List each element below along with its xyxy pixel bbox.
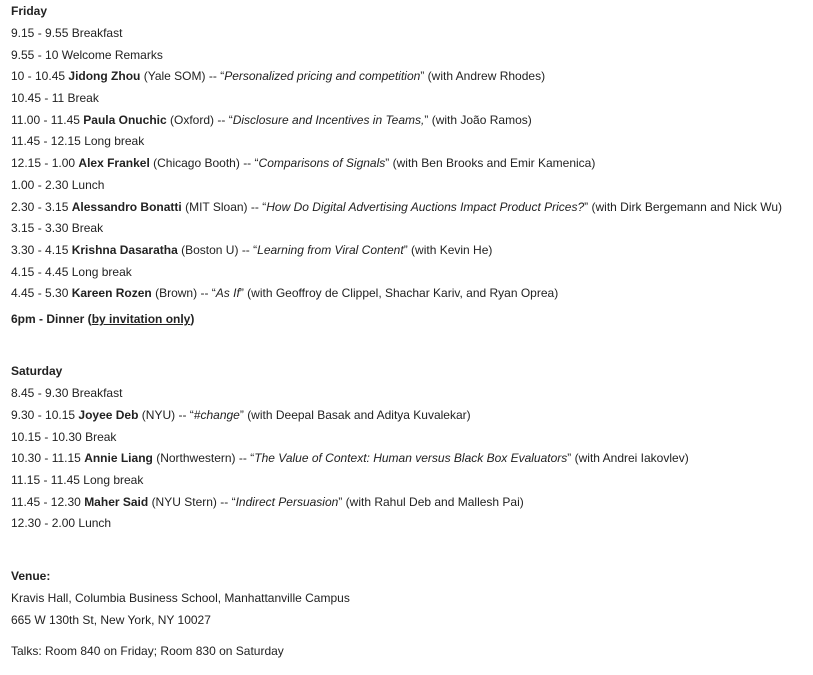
paper-title: As If (215, 286, 240, 301)
schedule-row: 10.45 - 11 Break (11, 91, 99, 106)
paper-title: Personalized pricing and competition (224, 69, 421, 84)
speaker-name: Maher Said (84, 494, 149, 509)
speaker-name: Jidong Zhou (68, 69, 141, 84)
paper-title: The Value of Context: Human versus Black Box Evaluators (254, 451, 568, 466)
schedule-row: 10.15 - 10.30 Break (11, 429, 117, 444)
paper-title: How Do Digital Advertising Auctions Impact Product Prices? (266, 199, 585, 214)
paper-title: Disclosure and Incentives in Teams, (232, 112, 425, 127)
talk-rooms-note: Talks: Room 840 on Friday; Room 830 on Saturday (11, 644, 284, 659)
talk-row: 2.30 - 3.15 Alessandro Bonatti (MIT Sloan) -- “How Do Digital Advertising Auctions Impact Product Prices?” (with Dirk Bergemann and Nick Wu) (11, 199, 782, 214)
schedule-row: 11.15 - 11.45 Long break (11, 473, 144, 487)
venue-heading: Venue: (11, 569, 51, 584)
talk-row: 10 - 10.45 Jidong Zhou (Yale SOM) -- “Personalized pricing and competition” (with Andrew Rhodes) (11, 69, 546, 84)
talk-row: 4.45 - 5.30 Kareen Rozen (Brown) -- “As If” (with Geoffroy de Clippel, Shachar Kariv, and Ryan Oprea) (11, 286, 559, 301)
schedule-row: 4.15 - 4.45 Long break (11, 264, 132, 279)
speaker-name: Krishna Dasaratha (71, 242, 178, 257)
venue-address-line1: Kravis Hall, Columbia Business School, Manhattanville Campus (11, 591, 350, 606)
friday-heading: Friday (11, 4, 48, 18)
talk-row: 11.45 - 12.30 Maher Said (NYU Stern) -- “Indirect Persuasion” (with Rahul Deb and Mallesh Pai) (11, 494, 524, 509)
talk-row: 3.30 - 4.15 Krishna Dasaratha (Boston U) -- “Learning from Viral Content” (with Kevin He) (11, 242, 493, 257)
paper-title: #change (193, 407, 240, 422)
speaker-name: Joyee Deb (78, 407, 139, 422)
schedule-row: 9.15 - 9.55 Breakfast (11, 26, 123, 40)
paper-title: Indirect Persuasion (235, 494, 339, 509)
talk-row: 10.30 - 11.15 Annie Liang (Northwestern) -- “The Value of Context: Human versus Black Box Evaluators” (with Andrei Iakovlev) (11, 451, 689, 466)
speaker-name: Annie Liang (84, 451, 153, 466)
speaker-name: Alex Frankel (78, 156, 150, 171)
paper-title: Comparisons of Signals (258, 156, 386, 171)
schedule-row: 12.30 - 2.00 Lunch (11, 516, 112, 531)
saturday-heading: Saturday (11, 364, 63, 379)
talk-row: 11.00 - 11.45 Paula Onuchic (Oxford) -- “Disclosure and Incentives in Teams,” (with João Ramos) (11, 112, 532, 127)
speaker-name: Kareen Rozen (71, 286, 152, 301)
schedule-row: 11.45 - 12.15 Long break (11, 134, 145, 149)
talk-row: 9.30 - 10.15 Joyee Deb (NYU) -- “#change” (with Deepal Basak and Aditya Kuvalekar) (11, 407, 471, 422)
dinner-line: 6pm - Dinner (by invitation only) (11, 312, 195, 327)
speaker-name: Paula Onuchic (83, 112, 167, 127)
schedule-row: 1.00 - 2.30 Lunch (11, 177, 105, 192)
venue-address-line2: 665 W 130th St, New York, NY 10027 (11, 613, 211, 628)
paper-title: Learning from Viral Content (257, 242, 404, 257)
schedule-row: 8.45 - 9.30 Breakfast (11, 386, 123, 401)
schedule-row: 9.55 - 10 Welcome Remarks (11, 47, 163, 62)
schedule-row: 3.15 - 3.30 Break (11, 221, 104, 236)
invitation-link[interactable]: by invitation only (91, 312, 191, 327)
talk-row: 12.15 - 1.00 Alex Frankel (Chicago Booth) -- “Comparisons of Signals” (with Ben Brooks and Emir Kamenica) (11, 156, 596, 171)
speaker-name: Alessandro Bonatti (71, 199, 182, 214)
